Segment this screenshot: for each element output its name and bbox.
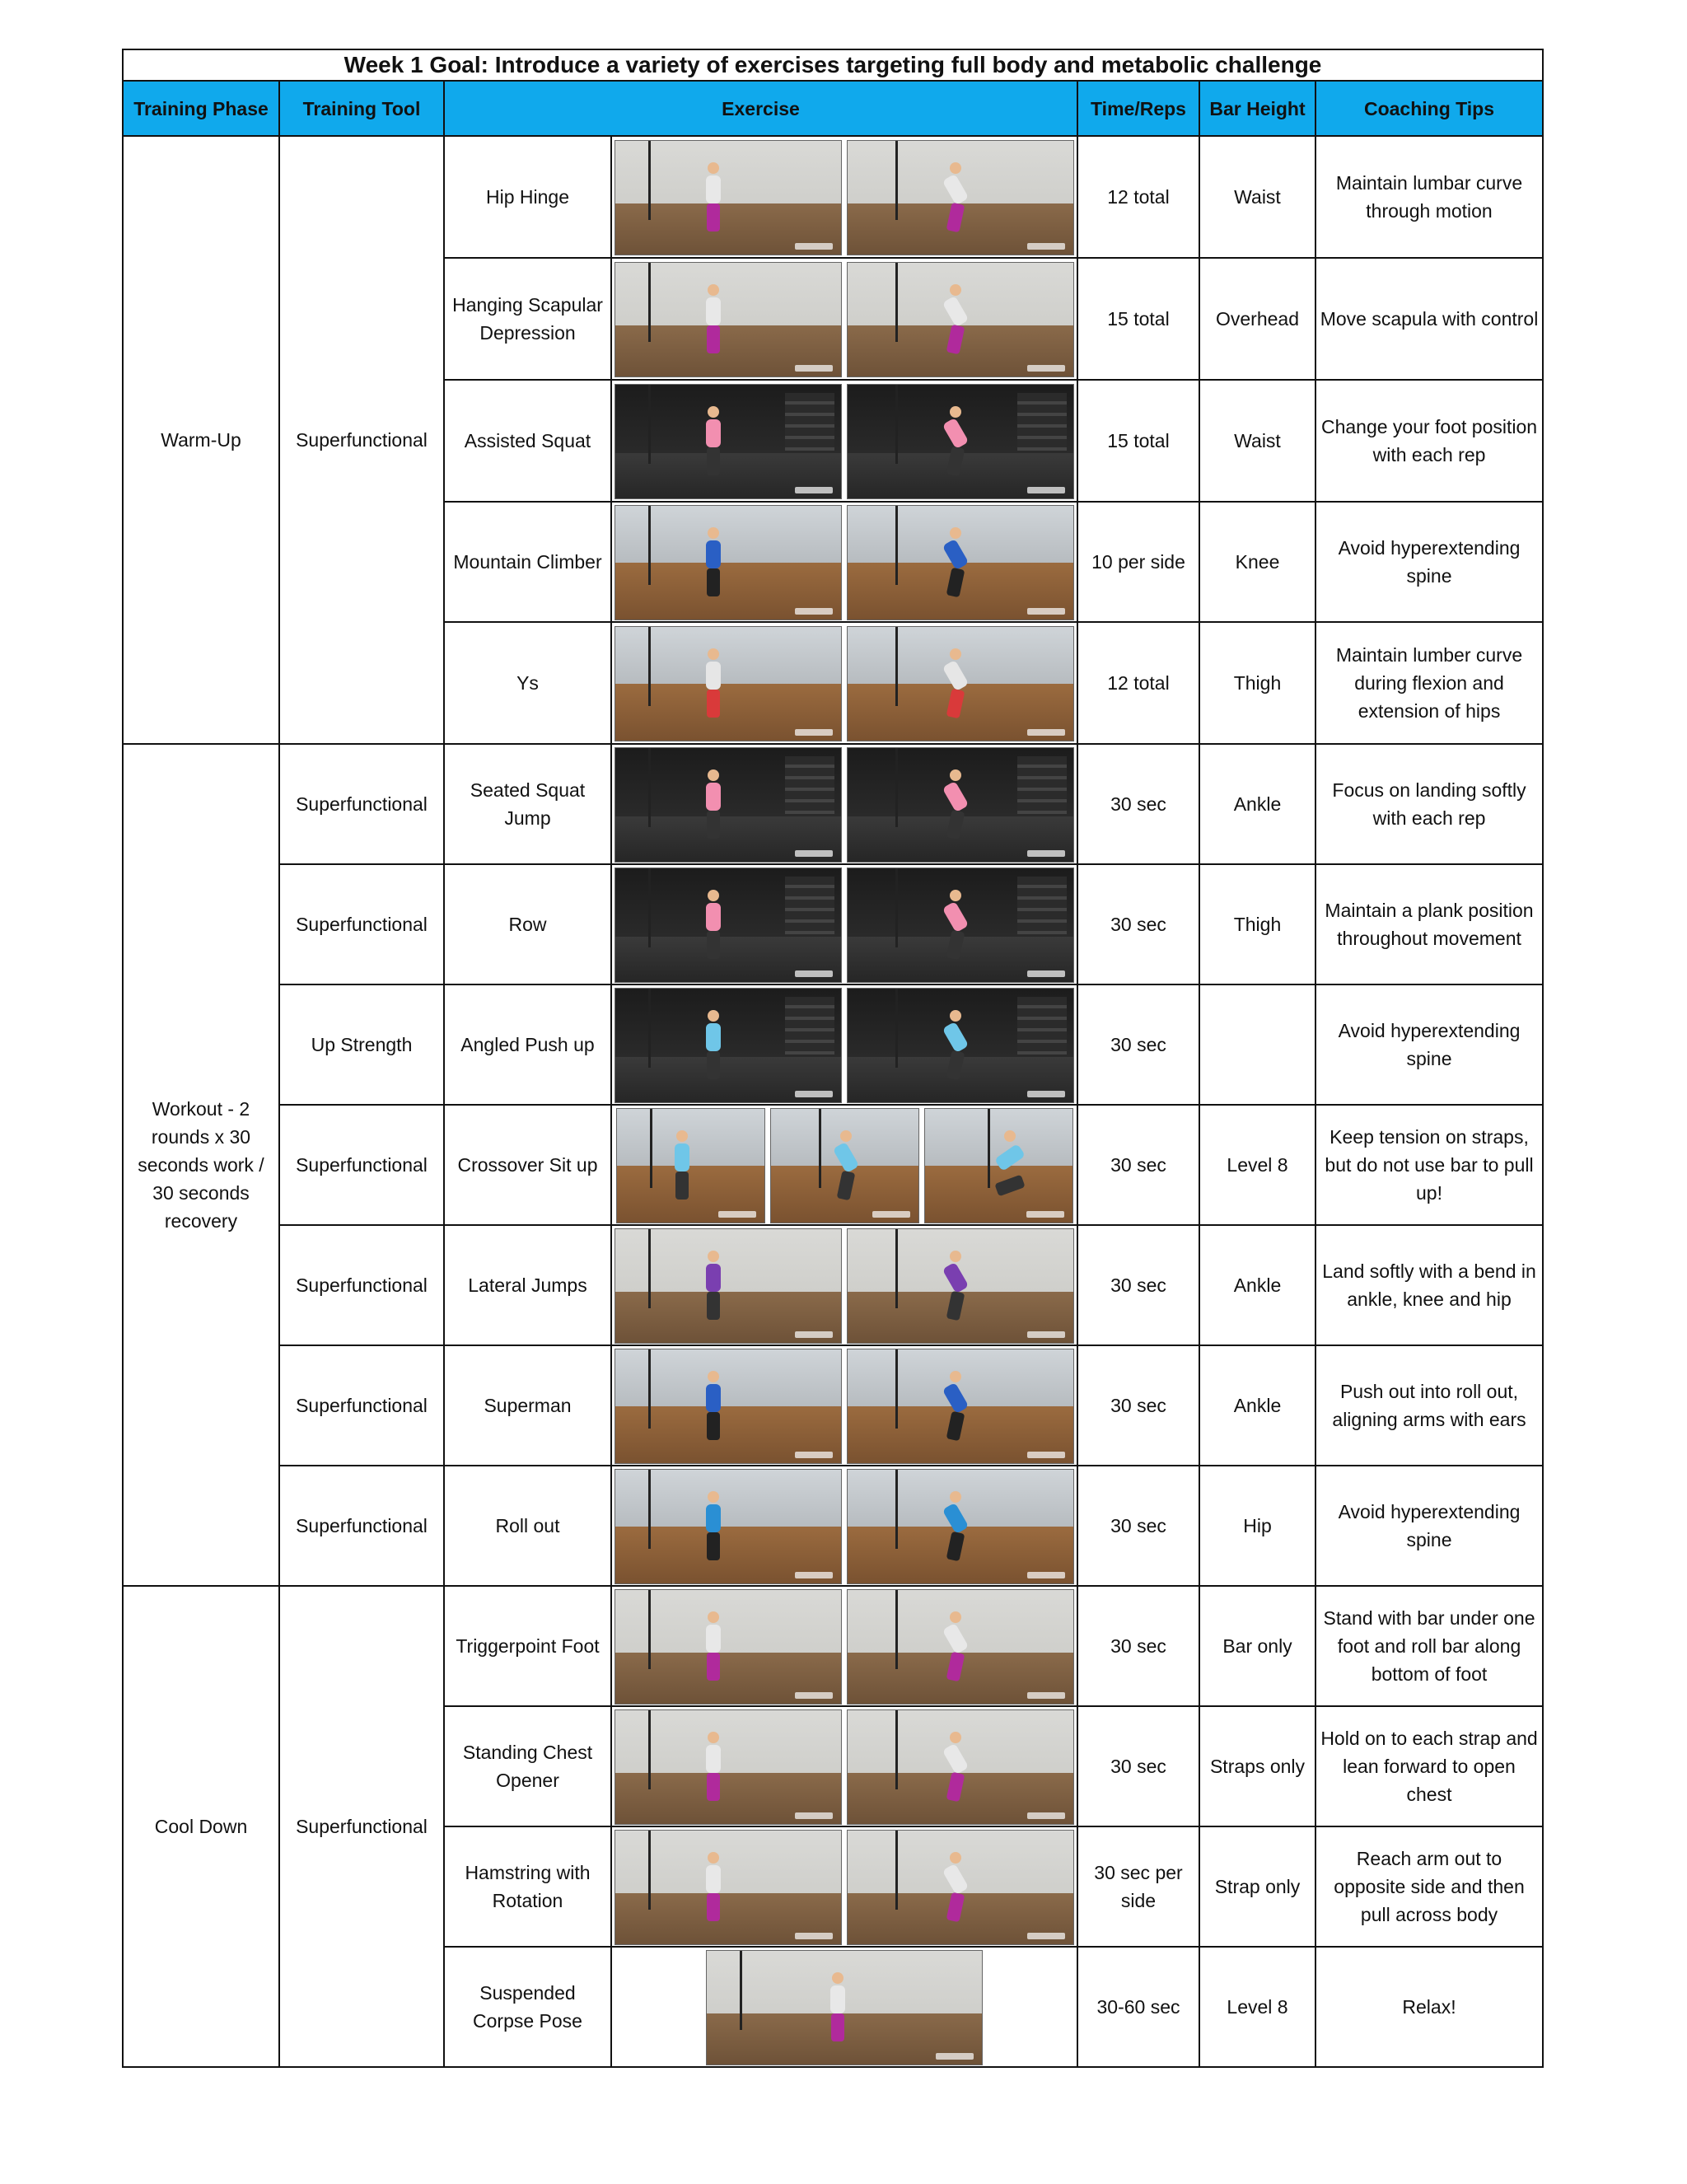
time-reps-cell: 30 sec [1077, 984, 1199, 1105]
training-tool-cell: Superfunctional [279, 1345, 444, 1466]
exercise-photo [847, 747, 1074, 863]
table-row [123, 744, 1543, 864]
time-reps-cell: 15 total [1077, 258, 1199, 380]
exercise-photo-strip [615, 626, 1073, 740]
exercise-photo [847, 1469, 1074, 1584]
bar-height-cell: Strap only [1199, 1826, 1315, 1947]
training-tool-cell: Superfunctional [279, 1586, 444, 2067]
exercise-name-cell: Suspended Corpse Pose [444, 1947, 611, 2067]
exercise-photos-cell [611, 1586, 1077, 1706]
table-row [123, 1105, 1543, 1225]
bar-height-cell: Ankle [1199, 744, 1315, 864]
training-tool-cell: Superfunctional [279, 744, 444, 864]
exercise-photos-cell [611, 258, 1077, 380]
bar-height-cell: Straps only [1199, 1706, 1315, 1826]
coaching-tips-cell: Avoid hyperextending spine [1315, 1466, 1543, 1586]
table-row [123, 864, 1543, 984]
exercise-photo-strip [615, 384, 1073, 498]
table-row [123, 1586, 1543, 1706]
exercise-photos-cell [611, 1826, 1077, 1947]
exercise-name-cell: Assisted Squat [444, 380, 611, 502]
workout-sheet [122, 49, 1542, 2068]
time-reps-cell: 30 sec [1077, 744, 1199, 864]
exercise-name-cell: Hamstring with Rotation [444, 1826, 611, 1947]
exercise-photo [706, 1950, 983, 2065]
exercise-photos-cell [611, 864, 1077, 984]
exercise-photos-cell [611, 1466, 1077, 1586]
header-exercise: Exercise [444, 81, 1077, 136]
exercise-name-cell: Angled Push up [444, 984, 611, 1105]
bar-height-cell: Waist [1199, 136, 1315, 258]
exercise-photo-strip [615, 1830, 1073, 1943]
training-tool-cell: Superfunctional [279, 136, 444, 744]
exercise-photos-cell [611, 1105, 1077, 1225]
training-phase-cell: Workout - 2 rounds x 30 seconds work / 30 seconds recovery [123, 744, 279, 1586]
bar-height-cell: Ankle [1199, 1345, 1315, 1466]
bar-height-cell: Level 8 [1199, 1947, 1315, 2067]
coaching-tips-cell: Land softly with a bend in ankle, knee and hip [1315, 1225, 1543, 1345]
exercise-photo [615, 988, 842, 1103]
bar-height-cell: Hip [1199, 1466, 1315, 1586]
time-reps-cell: 30 sec per side [1077, 1826, 1199, 1947]
exercise-photos-cell [611, 744, 1077, 864]
time-reps-cell: 10 per side [1077, 502, 1199, 622]
exercise-photo-strip [615, 1108, 1073, 1222]
bar-height-cell: Thigh [1199, 864, 1315, 984]
table-body [123, 136, 1543, 2067]
training-tool-cell: Superfunctional [279, 864, 444, 984]
exercise-name-cell: Ys [444, 622, 611, 744]
time-reps-cell: 30 sec [1077, 864, 1199, 984]
time-reps-cell: 15 total [1077, 380, 1199, 502]
exercise-name-cell: Roll out [444, 1466, 611, 1586]
exercise-photos-cell [611, 136, 1077, 258]
exercise-photo [847, 1228, 1074, 1344]
coaching-tips-cell: Avoid hyperextending spine [1315, 984, 1543, 1105]
exercise-photo [847, 626, 1074, 741]
exercise-photo [847, 988, 1074, 1103]
exercise-photo-strip [615, 505, 1073, 619]
exercise-photo-strip [615, 747, 1073, 861]
exercise-name-cell: Crossover Sit up [444, 1105, 611, 1225]
header-bar-height: Bar Height [1199, 81, 1315, 136]
coaching-tips-cell: Stand with bar under one foot and roll bar along bottom of foot [1315, 1586, 1543, 1706]
exercise-photo-strip [615, 1950, 1073, 2064]
bar-height-cell: Knee [1199, 502, 1315, 622]
exercise-name-cell: Seated Squat Jump [444, 744, 611, 864]
exercise-photo-strip [615, 262, 1073, 376]
exercise-photo-strip [615, 1228, 1073, 1342]
bar-height-cell: Waist [1199, 380, 1315, 502]
bar-height-cell: Thigh [1199, 622, 1315, 744]
exercise-photos-cell [611, 984, 1077, 1105]
exercise-photo [615, 1349, 842, 1464]
table-row [123, 1466, 1543, 1586]
time-reps-cell: 12 total [1077, 622, 1199, 744]
training-tool-cell: Superfunctional [279, 1225, 444, 1345]
exercise-name-cell: Hanging Scapular Depression [444, 258, 611, 380]
time-reps-cell: 30 sec [1077, 1586, 1199, 1706]
exercise-name-cell: Mountain Climber [444, 502, 611, 622]
exercise-photo [615, 1469, 842, 1584]
coaching-tips-cell: Focus on landing softly with each rep [1315, 744, 1543, 864]
training-phase-cell: Warm-Up [123, 136, 279, 744]
exercise-photo [847, 1589, 1074, 1705]
exercise-photo-strip [615, 1709, 1073, 1823]
exercise-name-cell: Triggerpoint Foot [444, 1586, 611, 1706]
exercise-photo [847, 1830, 1074, 1945]
exercise-photo [847, 1709, 1074, 1825]
training-tool-cell: Superfunctional [279, 1105, 444, 1225]
page-title: Week 1 Goal: Introduce a variety of exercises targeting full body and metabolic challenge [123, 49, 1543, 81]
exercise-photo [615, 1228, 842, 1344]
exercise-photo-strip [615, 988, 1073, 1101]
exercise-photo [847, 262, 1074, 377]
exercise-photo [847, 505, 1074, 620]
bar-height-cell: Bar only [1199, 1586, 1315, 1706]
exercise-photo [615, 626, 842, 741]
exercise-photos-cell [611, 622, 1077, 744]
training-tool-cell: Up Strength [279, 984, 444, 1105]
bar-height-cell: Overhead [1199, 258, 1315, 380]
exercise-photos-cell [611, 1706, 1077, 1826]
header-coaching-tips: Coaching Tips [1315, 81, 1543, 136]
exercise-photo [615, 1830, 842, 1945]
exercise-name-cell: Hip Hinge [444, 136, 611, 258]
exercise-photo-strip [615, 868, 1073, 981]
table-row [123, 984, 1543, 1105]
table-row [123, 1225, 1543, 1345]
header-training-phase: Training Phase [123, 81, 279, 136]
exercise-photo [924, 1108, 1073, 1223]
exercise-photo [847, 384, 1074, 499]
exercise-name-cell: Lateral Jumps [444, 1225, 611, 1345]
exercise-photos-cell [611, 1947, 1077, 2067]
exercise-photos-cell [611, 1225, 1077, 1345]
coaching-tips-cell: Maintain lumbar curve through motion [1315, 136, 1543, 258]
time-reps-cell: 30 sec [1077, 1225, 1199, 1345]
exercise-name-cell: Row [444, 864, 611, 984]
exercise-photos-cell [611, 380, 1077, 502]
exercise-photo [615, 384, 842, 499]
coaching-tips-cell: Maintain a plank position throughout movement [1315, 864, 1543, 984]
bar-height-cell: Level 8 [1199, 1105, 1315, 1225]
coaching-tips-cell: Hold on to each strap and lean forward to open chest [1315, 1706, 1543, 1826]
time-reps-cell: 30 sec [1077, 1706, 1199, 1826]
training-phase-cell: Cool Down [123, 1586, 279, 2067]
exercise-photos-cell [611, 502, 1077, 622]
coaching-tips-cell: Avoid hyperextending spine [1315, 502, 1543, 622]
exercise-photo [615, 140, 842, 255]
exercise-photo [615, 747, 842, 863]
exercise-photo [847, 868, 1074, 983]
bar-height-cell: Ankle [1199, 1225, 1315, 1345]
exercise-photo-strip [615, 140, 1073, 254]
workout-table [122, 49, 1544, 2068]
exercise-photo [615, 505, 842, 620]
exercise-photo [847, 1349, 1074, 1464]
coaching-tips-cell: Push out into roll out, aligning arms with ears [1315, 1345, 1543, 1466]
exercise-name-cell: Standing Chest Opener [444, 1706, 611, 1826]
exercise-name-cell: Superman [444, 1345, 611, 1466]
exercise-photo [616, 1108, 765, 1223]
table-row [123, 136, 1543, 258]
time-reps-cell: 12 total [1077, 136, 1199, 258]
coaching-tips-cell: Move scapula with control [1315, 258, 1543, 380]
exercise-photos-cell [611, 1345, 1077, 1466]
coaching-tips-cell: Maintain lumber curve during flexion and extension of hips [1315, 622, 1543, 744]
training-tool-cell: Superfunctional [279, 1466, 444, 1586]
time-reps-cell: 30 sec [1077, 1105, 1199, 1225]
exercise-photo [615, 262, 842, 377]
table-row [123, 1345, 1543, 1466]
exercise-photo [615, 1709, 842, 1825]
coaching-tips-cell: Keep tension on straps, but do not use bar to pull up! [1315, 1105, 1543, 1225]
time-reps-cell: 30-60 sec [1077, 1947, 1199, 2067]
exercise-photo [770, 1108, 919, 1223]
coaching-tips-cell: Reach arm out to opposite side and then pull across body [1315, 1826, 1543, 1947]
coaching-tips-cell: Change your foot position with each rep [1315, 380, 1543, 502]
coaching-tips-cell: Relax! [1315, 1947, 1543, 2067]
exercise-photo-strip [615, 1349, 1073, 1462]
exercise-photo-strip [615, 1589, 1073, 1703]
exercise-photo [615, 868, 842, 983]
time-reps-cell: 30 sec [1077, 1466, 1199, 1586]
header-time-reps: Time/Reps [1077, 81, 1199, 136]
header-training-tool: Training Tool [279, 81, 444, 136]
exercise-photo-strip [615, 1469, 1073, 1583]
exercise-photo [615, 1589, 842, 1705]
exercise-photo [847, 140, 1074, 255]
bar-height-cell [1199, 984, 1315, 1105]
time-reps-cell: 30 sec [1077, 1345, 1199, 1466]
